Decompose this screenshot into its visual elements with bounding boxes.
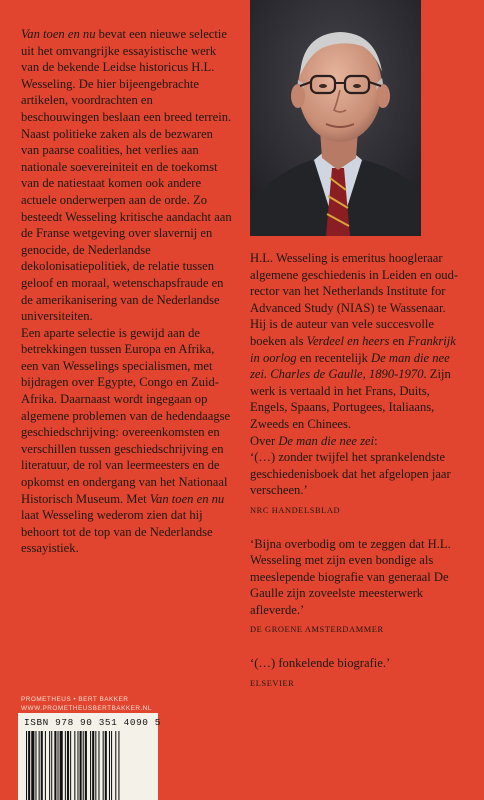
review-quote-text: ‘(…) fonkelende biografie.’: [250, 656, 391, 671]
review-source: NRC HANDELSBLAD: [250, 505, 341, 515]
publisher-url: WWW.PROMETHEUSBERTBAKKER.NL: [21, 704, 152, 712]
bio-text-2: en: [389, 333, 408, 348]
publisher-name: PROMETHEUS • BERT BAKKER: [21, 696, 129, 703]
blurb-text-2: Een aparte selectie is gewijd aan de betrekkingen tussen Europa en Afrika, een van Wesselings specialismen, met bijdragen over Egypte, Congo en Zuid-Afrika. Daarnaast wordt ingegaan op algemene problemen van de hedendaagse geschiedschrijving: overeenkomsten en verschillen tussen geschiedschrijving en literatuur, de rol van leermeesters en de opkomst en ondergang van het Nationaal Historisch Museum. Met: [21, 325, 231, 506]
review-source: ELSEVIER: [250, 678, 295, 688]
isbn-number: ISBN 978 90 351 4090 5: [24, 717, 161, 728]
blurb-paragraph-2: [21, 325, 233, 557]
author-photo: [250, 0, 421, 236]
bio-text-4: . Zijn werk is vertaald in het Frans, Duits, Engels, Spaans, Portugees, Italiaans, Zweeds en Chinees.: [250, 367, 451, 431]
author-bio: [250, 250, 462, 433]
quotes-intro: [250, 433, 462, 450]
bio-book-1: Verdeel en heers: [306, 333, 390, 348]
author-info: [250, 250, 462, 692]
barcode-panel: [18, 713, 161, 800]
blurb-text-1: bevat een nieuwe selectie uit het omvangrijke essayistische werk van de bekende Leidse historicus H.L. Wesseling. De hier bijeengebrachte artikelen, voordrachten en beschouwingen beslaan een breed terrein. Naast politieke zaken als de bezwaren van paarse coalities, het verlies aan nationale soevereiniteit en de toekomst van de natiestaat komen ook andere actuele onderwerpen aan de orde. Zo besteedt Wesseling kritische aandacht aan de Franse wetgeving over slavernij en genocide, de Nederlandse dekolonisatiepolitiek, de relatie tussen geloof en moraal, wetenschapsfraude en de amerikanisering van de Nederlandse universiteiten.: [21, 27, 232, 324]
bio-book-3: De man die nee zei. Charles de Gaulle, 1890-1970: [250, 350, 450, 382]
review-quote-text: ‘(…) zonder twijfel het sprankelendste geschiedenisboek dat het afgelopen jaar verscheen.’: [250, 450, 451, 498]
review-quote-2: [250, 536, 462, 640]
review-source: DE GROENE AMSTERDAMMER: [250, 625, 384, 635]
blurb-text-3: laat Wesseling wederom zien dat hij behoort tot de top van de Nederlandse essayistiek.: [21, 508, 213, 556]
blurb-text: [21, 26, 233, 557]
bio-text-3: en recentelijk: [296, 350, 372, 365]
review-quote-3: [250, 655, 462, 692]
bio-text-1: H.L. Wesseling is emeritus hoogleraar algemene geschiedenis in Leiden en oud-rector van het Netherlands Institute for Advanced Study (NIAS) te Wassenaar. Hij is de auteur van vele succesvolle boeken als: [250, 251, 459, 348]
quotes-intro-prefix: Over: [250, 433, 279, 448]
quotes-intro-book: De man die nee zei: [278, 433, 375, 448]
publisher-imprint: [21, 696, 221, 713]
blurb-paragraph-1: [21, 26, 233, 325]
review-quote-1: [250, 449, 462, 519]
book-title-italic-2: Van toen en nu: [149, 491, 225, 506]
quotes-intro-suffix: :: [374, 433, 378, 448]
review-quote-text: ‘Bijna overbodig om te zeggen dat H.L. Wesseling met zijn even bondige als meeslepende biografie van generaal De Gaulle zijn zoveelste meesterwerk afleverde.’: [250, 536, 451, 617]
bio-book-2: Frankrijk in oorlog: [250, 333, 456, 365]
book-title-italic: Van toen en nu: [21, 27, 96, 41]
barcode-icon: [22, 731, 154, 800]
author-portrait-image: [250, 0, 421, 236]
